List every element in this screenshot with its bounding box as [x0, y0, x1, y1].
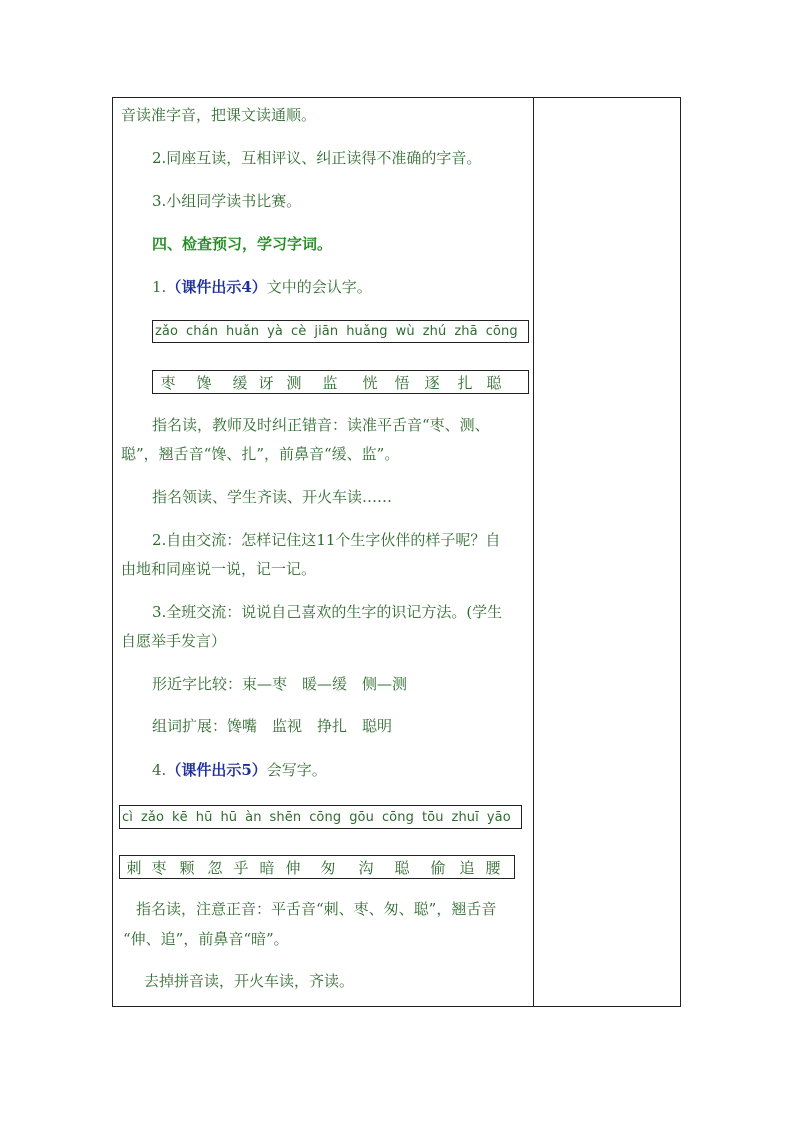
pinyin-syllable: cì: [122, 809, 133, 825]
character: 恍: [362, 373, 378, 392]
character-row: [153, 371, 528, 393]
pinyin-syllable: kē: [172, 809, 188, 825]
item-text: 文中的会认字。: [266, 278, 372, 296]
table-column-divider: [533, 97, 534, 1007]
character: 测: [286, 373, 302, 392]
text-line: 组词扩展：馋嘴 监视 挣扎 聪明: [152, 717, 393, 735]
text-line: 指名领读、学生齐读、开火车读……: [152, 488, 393, 506]
text-line: 指名读，注意正音：平舌音“刺、枣、匆、聪”，翘舌音: [136, 900, 497, 918]
pinyin-syllable: zhuī: [451, 809, 479, 825]
text-line: 去掉拼音读，开火车读，齐读。: [144, 972, 355, 990]
character: 监: [322, 373, 338, 392]
text-line: 2.自由交流：怎样记住这11个生字伙伴的样子呢？自: [152, 531, 501, 549]
character: 馋: [196, 373, 212, 392]
character: 乎: [233, 858, 249, 877]
text-line: “伸、追”，前鼻音“暗”。: [123, 930, 289, 948]
character: 追: [459, 858, 475, 877]
pinyin-syllable: gōu: [349, 809, 374, 825]
character: 聪: [394, 858, 410, 877]
pinyin-syllable: zǎo: [140, 809, 165, 825]
pinyin-syllable: chán: [186, 324, 219, 339]
courseware-label: （课件出示5）: [166, 761, 267, 779]
text-line: 自愿举手发言）: [121, 632, 227, 650]
pinyin-syllable: huǎng: [346, 324, 388, 339]
pinyin-row: [120, 806, 521, 828]
text-line: 2.同座互读，互相评议、纠正读得不准确的字音。: [152, 149, 482, 167]
text-line: 由地和同座说一说，记一记。: [121, 560, 317, 578]
pinyin-box: [119, 805, 522, 829]
character: 匆: [320, 858, 336, 877]
pinyin-syllable: shēn: [269, 809, 302, 825]
section-heading: 四、检查预习，学习字词。: [152, 235, 333, 253]
character: 枣: [151, 858, 167, 877]
character: 扎: [457, 373, 473, 392]
pinyin-syllable: cōng: [485, 324, 518, 339]
character: 悟: [394, 373, 410, 392]
text-line: 音读准字音，把课文读通顺。: [121, 106, 317, 124]
pinyin-syllable: jiān: [314, 324, 339, 339]
courseware-label: （课件出示4）: [166, 278, 267, 296]
pinyin-syllable: cè: [291, 324, 307, 339]
character: 沟: [358, 858, 374, 877]
item-text: 会写字。: [266, 761, 327, 779]
pinyin-syllable: wù: [395, 324, 415, 339]
pinyin-box: [152, 320, 529, 343]
character: 讶: [258, 373, 274, 392]
character-box: [119, 855, 515, 879]
text-line: 3.小组同学读书比赛。: [152, 192, 302, 210]
text-line: [152, 760, 327, 780]
pinyin-syllable: cōng: [381, 809, 414, 825]
pinyin-syllable: hū: [195, 809, 213, 825]
character: 颗: [179, 858, 195, 877]
item-number: 1.: [152, 278, 167, 296]
text-line: 指名读，教师及时纠正错音：读准平舌音“枣、测、: [152, 416, 490, 434]
character: 枣: [160, 373, 176, 392]
pinyin-syllable: zǎo: [155, 324, 179, 339]
item-number: 4.: [152, 761, 167, 779]
pinyin-syllable: cōng: [309, 809, 342, 825]
pinyin-syllable: tōu: [421, 809, 444, 825]
character: 刺: [126, 858, 142, 877]
character: 聪: [486, 373, 502, 392]
text-line: 3.全班交流：说说自己喜欢的生字的识记方法。(学生: [152, 603, 503, 621]
character: 忽: [207, 858, 223, 877]
text-line: 聪”，翘舌音“馋、扎”，前鼻音“缓、监”。: [121, 445, 400, 463]
pinyin-syllable: hū: [220, 809, 238, 825]
pinyin-syllable: zhú: [422, 324, 447, 339]
character: 偷: [430, 858, 446, 877]
pinyin-syllable: àn: [245, 809, 262, 825]
character-row: [120, 856, 514, 878]
character: 缓: [232, 373, 248, 392]
character: 伸: [285, 858, 301, 877]
pinyin-syllable: zhā: [454, 324, 478, 339]
character: 逐: [424, 373, 440, 392]
character-box: [152, 370, 529, 394]
pinyin-syllable: huǎn: [226, 324, 260, 339]
text-line: 形近字比较：束—枣 暖—缓 侧—测: [152, 675, 408, 693]
pinyin-syllable: yà: [267, 324, 284, 339]
character: 腰: [485, 858, 501, 877]
character: 暗: [259, 858, 275, 877]
pinyin-row: [153, 321, 528, 342]
pinyin-syllable: yāo: [486, 809, 511, 825]
text-line: [152, 277, 372, 297]
